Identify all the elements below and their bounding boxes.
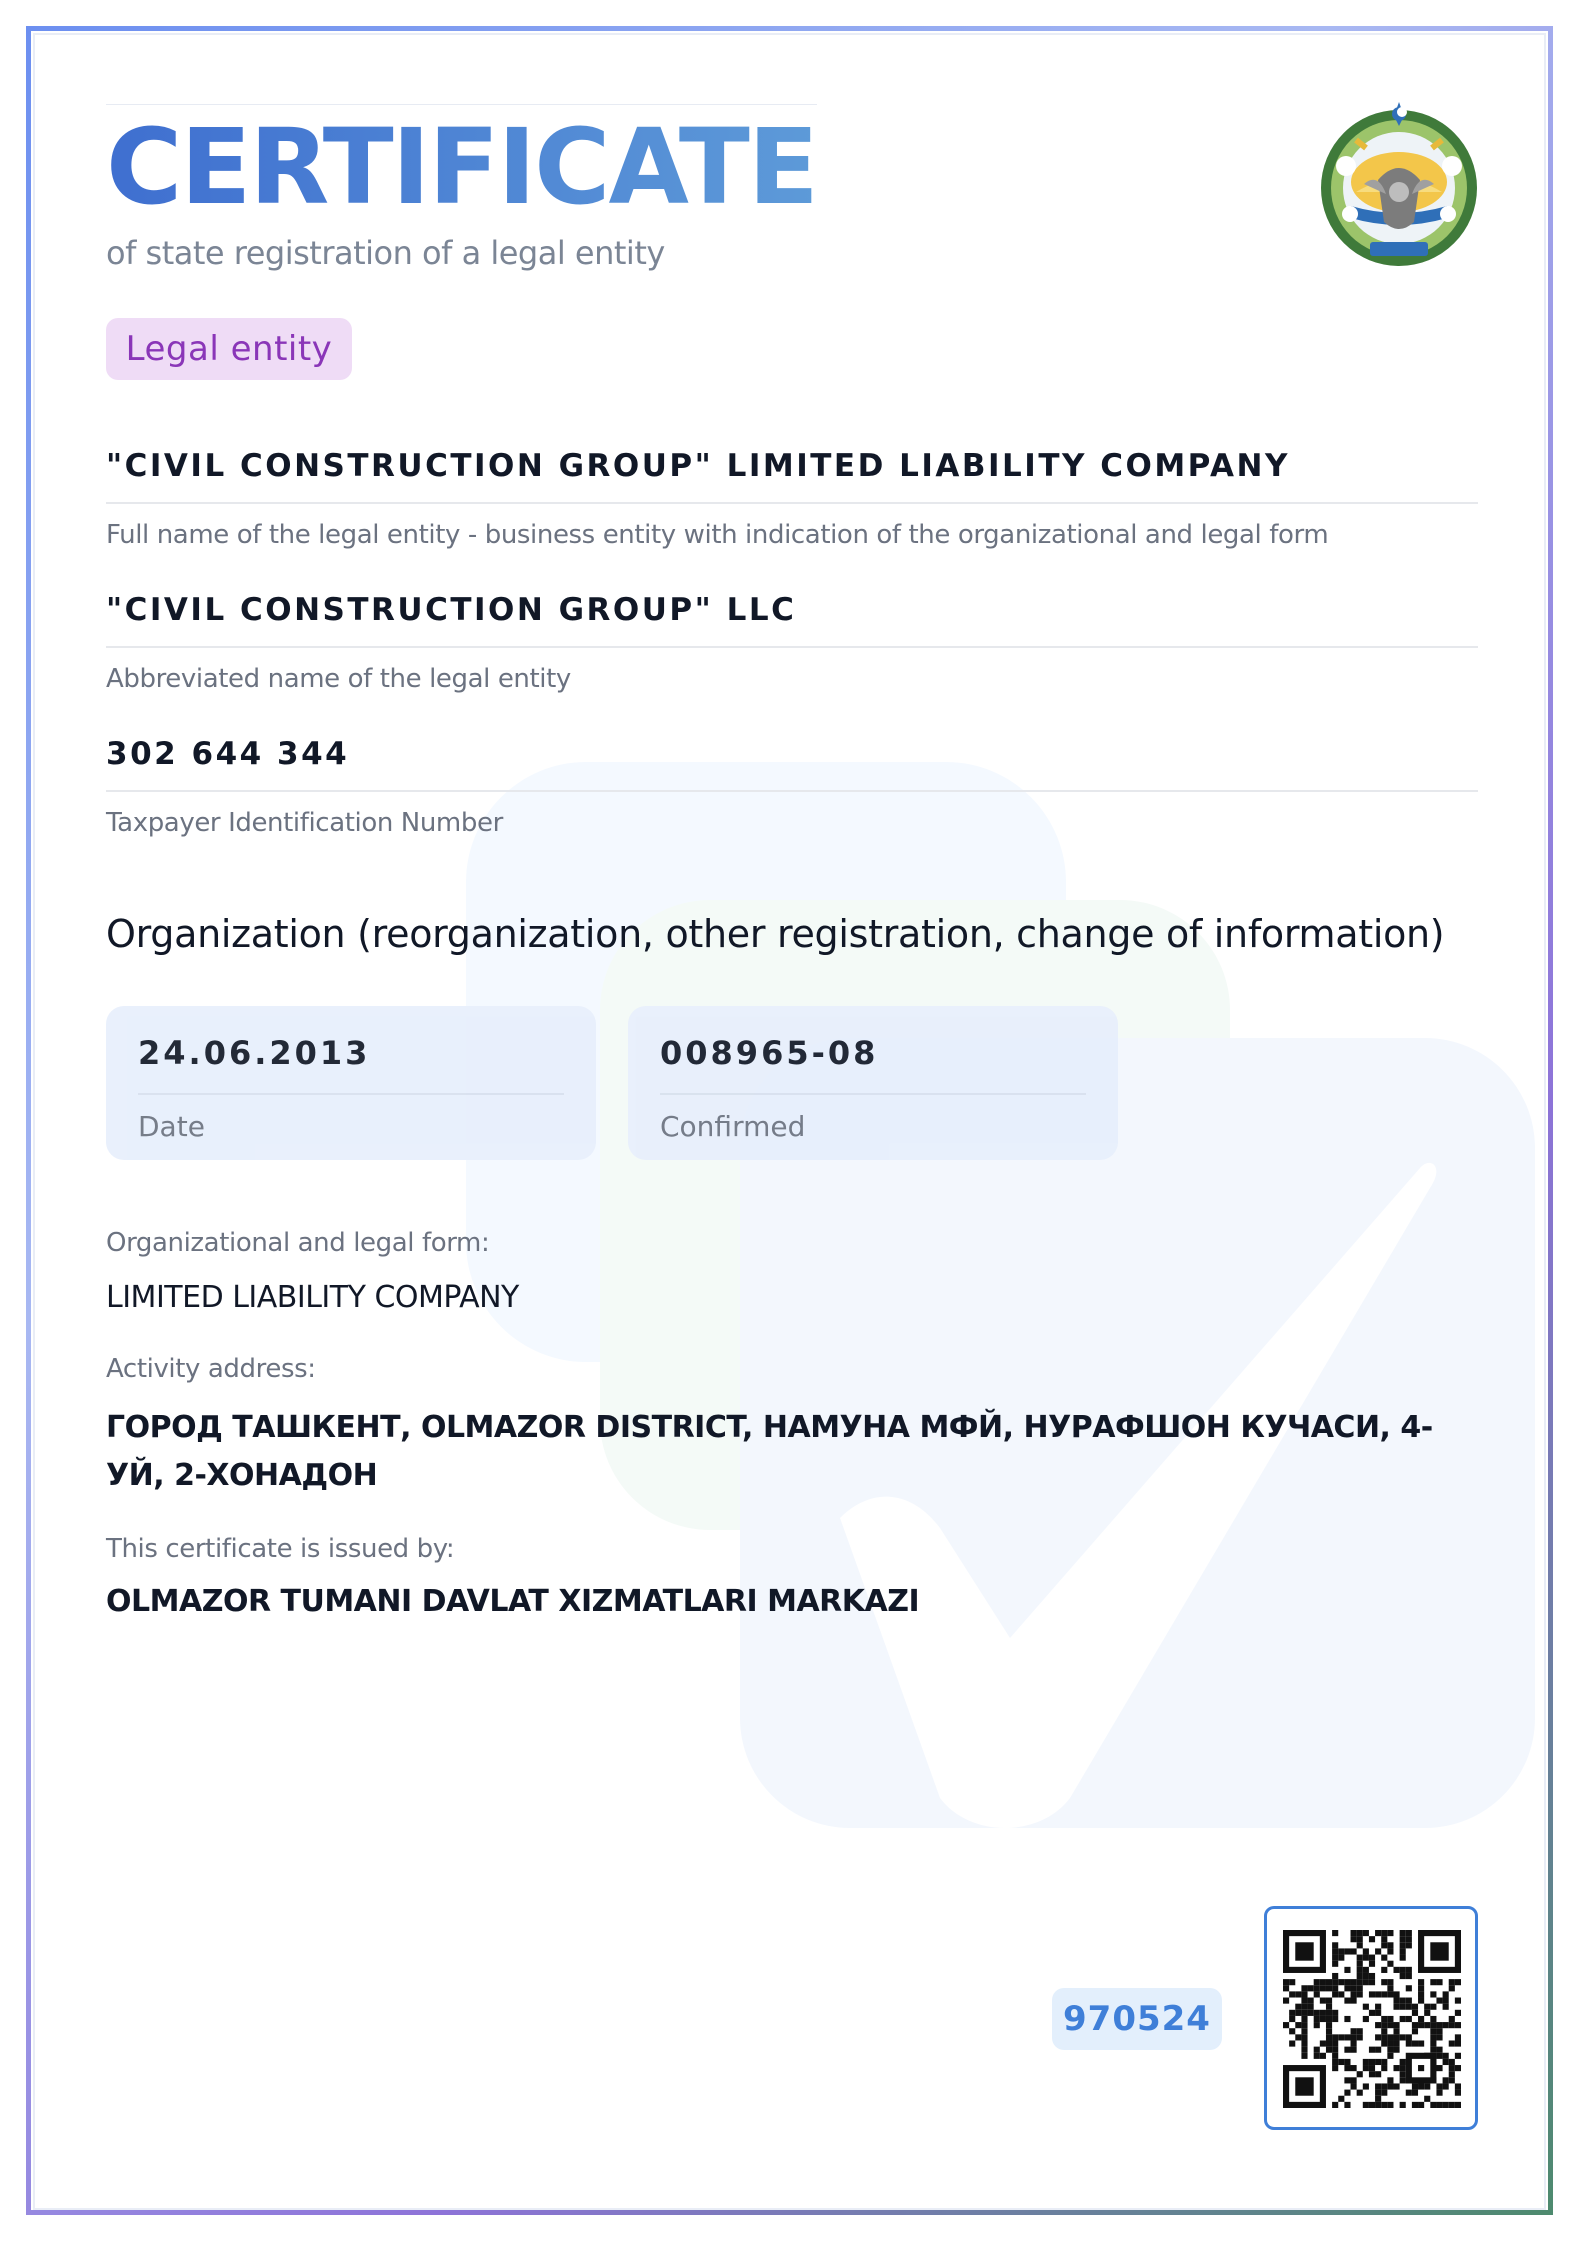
qr-code-frame[interactable] xyxy=(1264,1906,1478,2130)
issued-by-label: This certificate is issued by: xyxy=(106,1534,455,1564)
verification-code-badge: 970524 xyxy=(1052,1988,1222,2050)
registration-date-divider xyxy=(138,1093,564,1095)
registration-number-value: 008965-08 xyxy=(660,1034,879,1072)
full-name-caption: Full name of the legal entity - business entity with indication of the organizational and legal form xyxy=(106,520,1329,550)
entity-type-badge: Legal entity xyxy=(106,318,352,380)
short-name-divider xyxy=(106,646,1478,648)
certificate-subtitle: of state registration of a legal entity xyxy=(106,234,665,272)
tin-caption: Taxpayer Identification Number xyxy=(106,808,503,838)
org-form-label: Organizational and legal form: xyxy=(106,1228,490,1258)
short-name-caption: Abbreviated name of the legal entity xyxy=(106,664,571,694)
registration-heading: Organization (reorganization, other registration, change of information) xyxy=(106,912,1445,956)
registration-date-value: 24.06.2013 xyxy=(138,1034,371,1072)
short-name-value: "CIVIL CONSTRUCTION GROUP" LLC xyxy=(106,592,797,628)
full-name-value: "CIVIL CONSTRUCTION GROUP" LIMITED LIABILITY COMPANY xyxy=(106,448,1290,484)
tin-divider xyxy=(106,790,1478,792)
tin-value: 302 644 344 xyxy=(106,736,350,772)
address-label: Activity address: xyxy=(106,1354,316,1384)
full-name-divider xyxy=(106,502,1478,504)
state-emblem-icon xyxy=(1316,96,1482,272)
org-form-value: LIMITED LIABILITY COMPANY xyxy=(106,1280,519,1315)
certificate-title: CERTIFICATE xyxy=(106,106,817,228)
registration-date-card xyxy=(106,1006,596,1160)
registration-number-card xyxy=(628,1006,1118,1160)
issued-by-value: OLMAZOR TUMANI DAVLAT XIZMATLARI MARKAZI xyxy=(106,1584,920,1619)
registration-number-label: Confirmed xyxy=(660,1110,806,1143)
registration-date-label: Date xyxy=(138,1110,205,1143)
registration-number-divider xyxy=(660,1093,1086,1095)
address-value: ГОРОД ТАШКЕНТ, OLMAZOR DISTRICT, НАМУНА МФЙ, НУРАФШОН КУЧАСИ, 4-УЙ, 2-ХОНАДОН xyxy=(106,1410,1433,1493)
qr-code-icon xyxy=(1283,1929,1461,2109)
